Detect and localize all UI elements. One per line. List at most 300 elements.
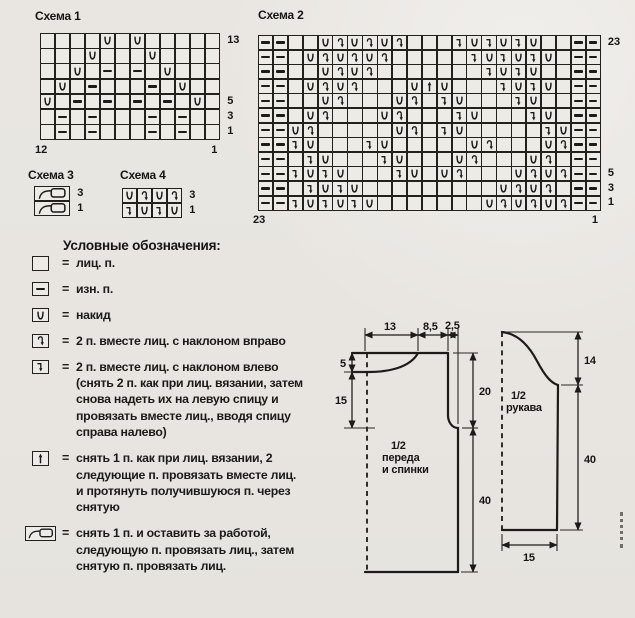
- cell-knit: [71, 80, 84, 94]
- cell-yarn-over: [289, 124, 302, 137]
- cell-knit: [101, 125, 114, 139]
- body-dim-15: 15: [335, 395, 347, 407]
- cell-knit: [161, 110, 174, 124]
- cell-knit: [497, 94, 510, 107]
- cell-k2tog-left: [527, 51, 540, 64]
- cell-knit: [206, 95, 219, 109]
- cell-purl: [259, 124, 272, 137]
- cell-purl: [587, 182, 600, 195]
- cell-knit: [41, 110, 54, 124]
- cell-knit: [557, 65, 570, 78]
- chart1-row-label: 5: [227, 94, 234, 107]
- cell-k2tog-left: [527, 80, 540, 93]
- cell-knit: [378, 124, 391, 137]
- legend-heading: Условные обозначения:: [63, 238, 221, 253]
- cell-knit: [56, 34, 69, 48]
- cell-knit: [557, 109, 570, 122]
- legend-text-line: 2 п. вместе лиц. с наклоном вправо: [76, 333, 286, 348]
- cell-purl: [146, 125, 159, 139]
- cell-knit: [56, 95, 69, 109]
- cell-k2tog-left: [289, 197, 302, 210]
- cell-k2tog-left: [289, 138, 302, 151]
- cell-yarn-over: [557, 124, 570, 137]
- cell-yarn-over: [378, 138, 391, 151]
- cell-k2tog-right: [378, 51, 391, 64]
- cell-yarn-over: [304, 80, 317, 93]
- cell-purl: [259, 109, 272, 122]
- cell-purl: [176, 110, 189, 124]
- cell-yarn-over: [453, 94, 466, 107]
- cell-yarn-over: [146, 49, 159, 63]
- chart2-row-label: 23: [607, 35, 621, 48]
- legend: [25, 255, 355, 584]
- cell-yarn-over: [542, 167, 555, 180]
- sleeve-dim-15: 15: [523, 552, 535, 564]
- cell-knit: [289, 182, 302, 195]
- cell-slip-behind: [35, 187, 69, 200]
- chart4-title: Схема 4: [120, 168, 166, 182]
- cell-yarn-over: [482, 197, 495, 210]
- cell-purl: [56, 125, 69, 139]
- cell-knit: [423, 153, 436, 166]
- cell-knit: [191, 34, 204, 48]
- cell-knit: [56, 64, 69, 78]
- cell-knit: [527, 124, 540, 137]
- legend-item: [25, 450, 355, 516]
- chart3-grid-block: [34, 186, 84, 216]
- cell-yarn-over: [319, 65, 332, 78]
- cell-sl1-k2tog-psso: [423, 80, 436, 93]
- cell-knit: [497, 153, 510, 166]
- cell-knit: [161, 34, 174, 48]
- cell-yarn-over: [56, 80, 69, 94]
- cell-knit: [438, 182, 451, 195]
- cell-knit: [393, 138, 406, 151]
- cell-purl: [274, 109, 287, 122]
- chart4-row-label: 3: [189, 188, 196, 201]
- cell-purl: [587, 80, 600, 93]
- cell-k2tog-left: [512, 94, 525, 107]
- cell-k2tog-left: [542, 124, 555, 137]
- cell-k2tog-right: [527, 197, 540, 210]
- cell-purl: [572, 80, 585, 93]
- cell-knit: [453, 197, 466, 210]
- legend-text-line: справа налево): [76, 425, 167, 440]
- cell-yarn-over: [333, 80, 346, 93]
- cell-k2tog-right: [542, 182, 555, 195]
- cell-purl: [274, 51, 287, 64]
- cell-purl: [259, 138, 272, 151]
- cell-purl: [259, 80, 272, 93]
- legend-text-line: и протянуть получившуюся п. через: [76, 483, 291, 498]
- cell-knit: [101, 110, 114, 124]
- cell-yarn-over: [319, 153, 332, 166]
- chart1-bottom-left-label: 12: [35, 143, 48, 156]
- body-dim-8-5: 8,5: [423, 321, 438, 333]
- cell-knit: [176, 34, 189, 48]
- cell-purl: [587, 109, 600, 122]
- cell-purl: [274, 124, 287, 137]
- cell-purl: [86, 125, 99, 139]
- cell-knit: [206, 34, 219, 48]
- cell-purl: [146, 110, 159, 124]
- cell-purl: [176, 125, 189, 139]
- equals-sign: =: [62, 359, 70, 374]
- cell-purl: [259, 182, 272, 195]
- legend-text-line: следующую п. провязать лиц., затем: [76, 542, 295, 557]
- cell-purl: [572, 36, 585, 49]
- legend-symbol-purl: [32, 282, 49, 297]
- cell-k2tog-right: [319, 80, 332, 93]
- cell-knit: [393, 182, 406, 195]
- cell-purl: [71, 95, 84, 109]
- cell-yarn-over: [101, 34, 114, 48]
- cell-yarn-over: [467, 36, 480, 49]
- cell-yarn-over: [467, 138, 480, 151]
- cell-knit: [423, 65, 436, 78]
- cell-k2tog-left: [289, 167, 302, 180]
- cell-purl: [572, 197, 585, 210]
- cell-knit: [423, 36, 436, 49]
- cell-k2tog-right: [363, 36, 376, 49]
- cell-knit: [116, 110, 129, 124]
- cell-knit: [512, 124, 525, 137]
- chart4-row-label: 1: [189, 203, 196, 216]
- cell-yarn-over: [438, 80, 451, 93]
- legend-text-line: снятую п. провязать лиц.: [76, 559, 226, 574]
- cell-knit: [101, 49, 114, 63]
- cell-knit: [497, 124, 510, 137]
- cell-k2tog-left: [482, 65, 495, 78]
- legend-symbol-slip-behind: [25, 526, 56, 541]
- cell-knit: [408, 65, 421, 78]
- cell-yarn-over: [393, 124, 406, 137]
- cell-k2tog-left: [512, 36, 525, 49]
- legend-text: [76, 525, 294, 574]
- chart1-row-label: 3: [227, 109, 234, 122]
- cell-knit: [289, 51, 302, 64]
- cell-k2tog-left: [319, 167, 332, 180]
- cell-knit: [146, 64, 159, 78]
- cell-yarn-over: [467, 109, 480, 122]
- cell-knit: [467, 167, 480, 180]
- cell-knit: [176, 49, 189, 63]
- cell-knit: [512, 109, 525, 122]
- scan-artifact: [620, 512, 623, 548]
- cell-k2tog-right: [348, 51, 361, 64]
- legend-text-line: 2 п. вместе лиц. с наклоном влево: [76, 359, 279, 374]
- cell-yarn-over: [527, 36, 540, 49]
- legend-text: [76, 359, 303, 441]
- cell-knit: [176, 64, 189, 78]
- cell-purl: [572, 109, 585, 122]
- legend-text-line: (снять 2 п. как при лиц. вязании, затем: [76, 376, 303, 391]
- cell-yarn-over: [333, 167, 346, 180]
- legend-item: [25, 333, 355, 349]
- legend-text-line: снятую: [76, 500, 120, 515]
- cell-k2tog-right: [408, 124, 421, 137]
- equals-sign: =: [62, 256, 70, 270]
- cell-knit: [557, 51, 570, 64]
- cell-knit: [348, 124, 361, 137]
- cell-knit: [206, 110, 219, 124]
- cell-k2tog-right: [333, 65, 346, 78]
- chart1-bottom-right-label: 1: [211, 143, 218, 156]
- cell-knit: [206, 64, 219, 78]
- cell-yarn-over: [304, 197, 317, 210]
- cell-k2tog-left: [123, 204, 136, 217]
- cell-purl: [274, 94, 287, 107]
- legend-symbol-k2tog-right: [32, 334, 49, 349]
- legend-text-line: провязать вместе лиц., вводя спицу: [76, 408, 291, 423]
- cell-yarn-over: [86, 49, 99, 63]
- cell-knit: [512, 138, 525, 151]
- cell-k2tog-right: [363, 65, 376, 78]
- body-dim-20: 20: [479, 386, 491, 398]
- cell-knit: [206, 125, 219, 139]
- cell-yarn-over: [348, 36, 361, 49]
- cell-yarn-over: [153, 189, 166, 202]
- cell-yarn-over: [319, 36, 332, 49]
- cell-purl: [587, 138, 600, 151]
- cell-knit: [557, 80, 570, 93]
- cell-purl: [259, 197, 272, 210]
- cell-purl: [274, 153, 287, 166]
- cell-knit: [438, 65, 451, 78]
- cell-yarn-over: [512, 197, 525, 210]
- cell-knit: [71, 49, 84, 63]
- cell-knit: [146, 95, 159, 109]
- cell-knit: [319, 138, 332, 151]
- cell-purl: [587, 197, 600, 210]
- cell-yarn-over: [393, 153, 406, 166]
- cell-knit: [453, 182, 466, 195]
- cell-k2tog-right: [319, 109, 332, 122]
- cell-purl: [259, 167, 272, 180]
- cell-knit: [86, 34, 99, 48]
- chart1-grid-block: [35, 33, 240, 156]
- chart2-row-label: 5: [607, 166, 615, 179]
- cell-knit: [348, 153, 361, 166]
- body-label-2: переда: [382, 452, 420, 464]
- legend-text-line: снова надеть их на левую спицу и: [76, 392, 279, 407]
- cell-knit: [289, 80, 302, 93]
- cell-purl: [131, 95, 144, 109]
- cell-knit: [191, 125, 204, 139]
- cell-knit: [348, 109, 361, 122]
- cell-purl: [86, 80, 99, 94]
- cell-knit: [289, 109, 302, 122]
- legend-symbol-col: [25, 359, 62, 375]
- cell-purl: [587, 36, 600, 49]
- cell-knit: [393, 80, 406, 93]
- cell-yarn-over: [191, 95, 204, 109]
- cell-knit: [363, 167, 376, 180]
- equals-sign: =: [62, 307, 70, 322]
- cell-k2tog-left: [438, 94, 451, 107]
- cell-yarn-over: [393, 94, 406, 107]
- cell-knit: [408, 182, 421, 195]
- cell-knit: [408, 109, 421, 122]
- cell-slip-behind: [35, 202, 69, 215]
- legend-text-line: изн. п.: [76, 281, 114, 296]
- cell-k2tog-left: [304, 153, 317, 166]
- cell-purl: [259, 51, 272, 64]
- cell-k2tog-right: [453, 167, 466, 180]
- cell-knit: [393, 197, 406, 210]
- cell-purl: [587, 51, 600, 64]
- cell-yarn-over: [408, 80, 421, 93]
- cell-knit: [348, 138, 361, 151]
- cell-knit: [557, 153, 570, 166]
- cell-knit: [423, 124, 436, 137]
- cell-knit: [438, 153, 451, 166]
- cell-yarn-over: [304, 138, 317, 151]
- cell-knit: [423, 197, 436, 210]
- cell-purl: [572, 153, 585, 166]
- cell-knit: [453, 80, 466, 93]
- equals-sign: =: [62, 526, 70, 541]
- legend-symbol-col: [25, 281, 62, 297]
- legend-symbol-col: [25, 450, 62, 466]
- cell-knit: [101, 80, 114, 94]
- legend-symbol-col: [25, 525, 62, 541]
- cell-k2tog-left: [153, 204, 166, 217]
- cell-yarn-over: [497, 65, 510, 78]
- cell-k2tog-left: [363, 138, 376, 151]
- legend-text-line: снять 1 п. как при лиц. вязании, 2: [76, 451, 273, 466]
- cell-purl: [146, 80, 159, 94]
- cell-knit: [333, 124, 346, 137]
- cell-yarn-over: [542, 109, 555, 122]
- legend-text-line: следующие п. провязать вместе лиц.: [76, 467, 297, 482]
- cell-knit: [482, 94, 495, 107]
- cell-knit: [438, 197, 451, 210]
- cell-knit: [408, 153, 421, 166]
- cell-k2tog-left: [512, 65, 525, 78]
- cell-yarn-over: [304, 167, 317, 180]
- chart3-title: Схема 3: [28, 168, 74, 182]
- cell-purl: [101, 64, 114, 78]
- chart3-grid: [34, 186, 70, 216]
- body-dim-5: 5: [340, 358, 346, 370]
- cell-yarn-over: [363, 51, 376, 64]
- cell-purl: [259, 36, 272, 49]
- cell-knit: [56, 49, 69, 63]
- cell-knit: [453, 65, 466, 78]
- cell-k2tog-left: [333, 182, 346, 195]
- equals-sign: =: [62, 451, 70, 466]
- sleeve-label-1: 1/2: [511, 390, 526, 402]
- sleeve-dim-14: 14: [584, 355, 596, 367]
- cell-knit: [116, 80, 129, 94]
- cell-knit: [497, 109, 510, 122]
- cell-purl: [274, 138, 287, 151]
- chart2-bottom-right-label: 1: [591, 214, 599, 227]
- cell-knit: [363, 94, 376, 107]
- cell-knit: [438, 36, 451, 49]
- cell-knit: [482, 109, 495, 122]
- cell-purl: [587, 153, 600, 166]
- cell-knit: [467, 197, 480, 210]
- cell-knit: [71, 34, 84, 48]
- cell-knit: [41, 34, 54, 48]
- cell-knit: [423, 94, 436, 107]
- cell-yarn-over: [378, 36, 391, 49]
- cell-knit: [146, 34, 159, 48]
- cell-purl: [572, 94, 585, 107]
- cell-yarn-over: [482, 51, 495, 64]
- cell-k2tog-left: [497, 80, 510, 93]
- cell-knit: [408, 197, 421, 210]
- cell-knit: [71, 110, 84, 124]
- cell-k2tog-left: [467, 51, 480, 64]
- cell-knit: [41, 80, 54, 94]
- cell-k2tog-right: [168, 189, 181, 202]
- cell-knit: [71, 125, 84, 139]
- cell-k2tog-left: [348, 197, 361, 210]
- cell-knit: [453, 138, 466, 151]
- cell-knit: [408, 138, 421, 151]
- cell-knit: [363, 153, 376, 166]
- chart3-row-label: 1: [77, 201, 84, 214]
- cell-purl: [572, 138, 585, 151]
- cell-k2tog-right: [467, 153, 480, 166]
- cell-k2tog-left: [304, 182, 317, 195]
- cell-yarn-over: [512, 51, 525, 64]
- legend-text: [76, 255, 115, 271]
- body-label-1: 1/2: [391, 440, 406, 452]
- cell-knit: [378, 167, 391, 180]
- cell-knit: [304, 65, 317, 78]
- cell-purl: [101, 95, 114, 109]
- cell-k2tog-right: [333, 94, 346, 107]
- cell-purl: [572, 65, 585, 78]
- cell-k2tog-right: [557, 138, 570, 151]
- cell-yarn-over: [527, 94, 540, 107]
- cell-yarn-over: [438, 167, 451, 180]
- cell-knit: [423, 138, 436, 151]
- cell-knit: [423, 51, 436, 64]
- cell-knit: [378, 80, 391, 93]
- cell-k2tog-right: [304, 124, 317, 137]
- cell-knit: [542, 36, 555, 49]
- cell-purl: [587, 65, 600, 78]
- legend-text: [76, 307, 111, 323]
- cell-knit: [304, 94, 317, 107]
- cell-yarn-over: [176, 80, 189, 94]
- cell-yarn-over: [453, 124, 466, 137]
- cell-knit: [467, 80, 480, 93]
- legend-text: [76, 333, 286, 349]
- cell-knit: [176, 95, 189, 109]
- cell-knit: [116, 34, 129, 48]
- cell-knit: [41, 49, 54, 63]
- cell-purl: [587, 94, 600, 107]
- cell-purl: [572, 182, 585, 195]
- chart2-bottom-left-label: 23: [253, 214, 266, 227]
- cell-knit: [116, 125, 129, 139]
- cell-k2tog-right: [393, 36, 406, 49]
- cell-knit: [557, 94, 570, 107]
- sleeve-schematic: [482, 298, 609, 588]
- sleeve-label-2: рукава: [506, 402, 542, 414]
- cell-knit: [408, 36, 421, 49]
- cell-knit: [131, 110, 144, 124]
- cell-purl: [274, 167, 287, 180]
- legend-symbol-k2tog-left: [32, 360, 49, 375]
- cell-knit: [191, 110, 204, 124]
